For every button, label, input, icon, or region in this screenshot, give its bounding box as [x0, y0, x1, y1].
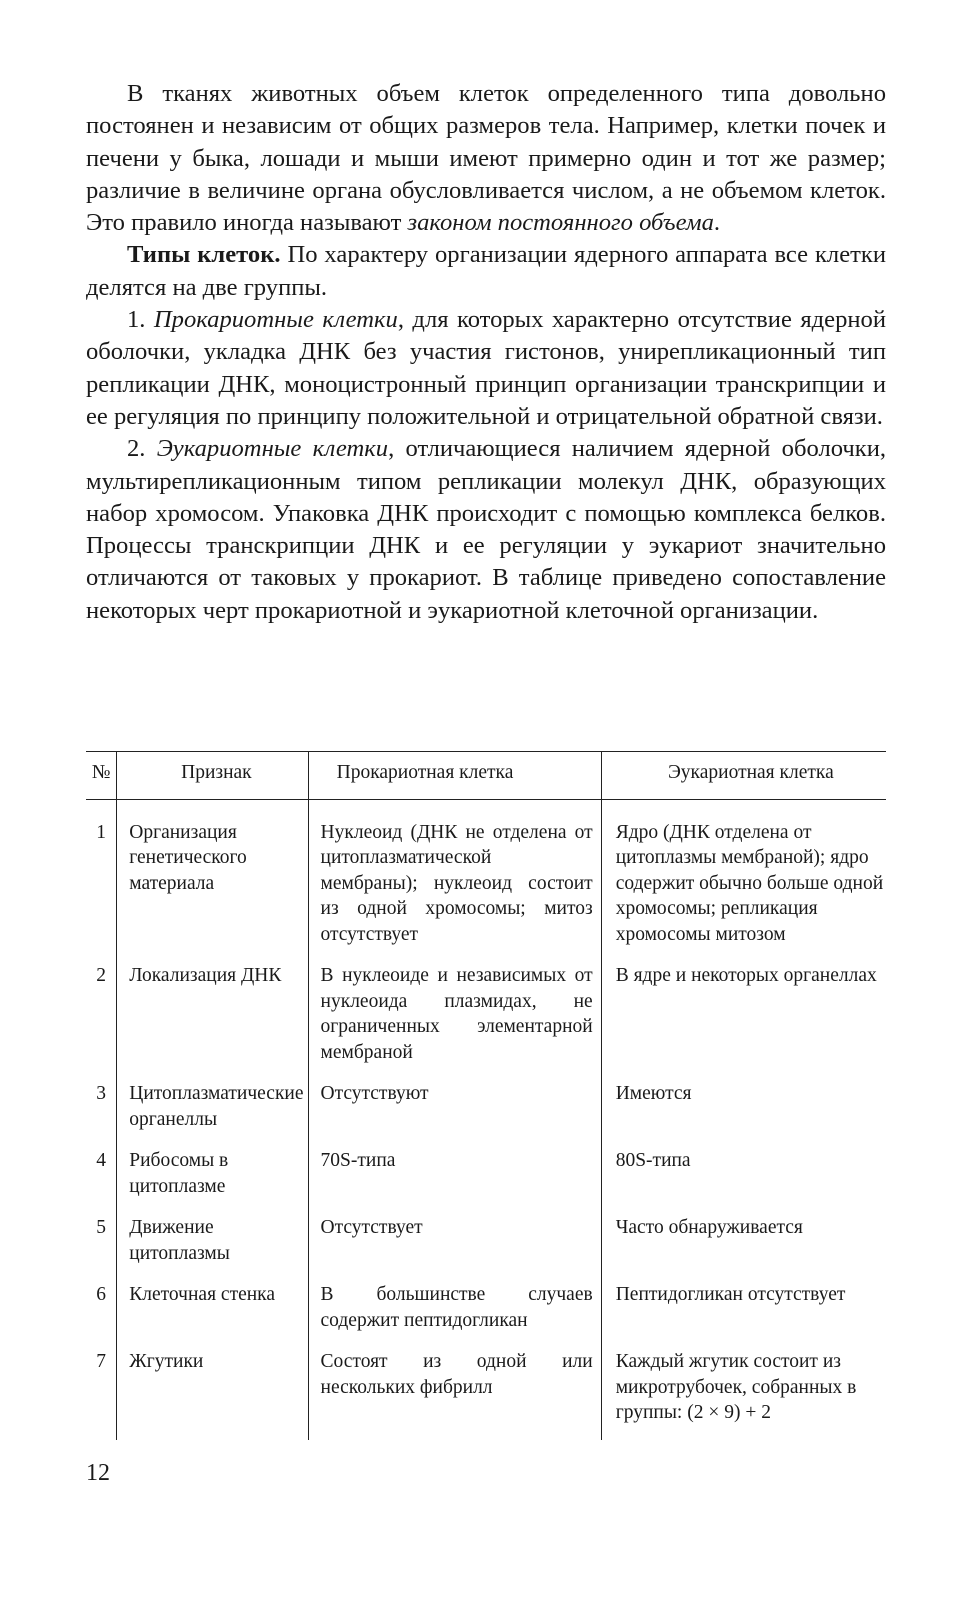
list-number: 1.: [127, 306, 154, 334]
table-row: [86, 953, 886, 1071]
row-prokaryote: В нуклеоиде и независимых от нуклеоида плазмидах, не ограниченных элементарной мембраной: [308, 953, 601, 1071]
row-feature: Цитоплазматические органеллы: [117, 1071, 308, 1138]
paragraph-term: законом постоянного объема: [407, 209, 714, 237]
header-prokaryote-text: Прокариотная клетка: [336, 762, 514, 783]
paragraph-text: В тканях животных объем клеток определенного типа довольно постоянен и независим от общих размеров тела. Например, клетки почек и печени у быка, лошади и мыши имеют примерно один и тот же размер; различие в величине органа обусловливается числом, а не объемом клеток. Это правило иногда называют: [86, 80, 886, 237]
row-feature: Локализация ДНК: [117, 953, 308, 1071]
row-prokaryote: Отсутствует: [308, 1205, 601, 1272]
row-feature: Жгутики: [117, 1339, 308, 1440]
row-prokaryote: В большинстве случаев содержит пептидогликан: [308, 1272, 601, 1339]
row-prokaryote: 70S-типа: [308, 1138, 601, 1205]
row-eukaryote: 80S-типа: [615, 1150, 691, 1171]
row-eukaryote: Имеются: [615, 1083, 692, 1104]
paragraph-term: Эукариотные клетки: [156, 435, 389, 463]
table-row: [86, 1339, 886, 1440]
comparison-table-wrapper: [86, 751, 886, 1440]
table-row: [86, 1138, 886, 1205]
comparison-table: [86, 751, 886, 1440]
table-row: [86, 1205, 886, 1272]
paragraph-text: , для которых характерно отсутствие ядерной оболочки, укладка ДНК без участия гистонов, унирепликационный тип репликации ДНК, моноцистронный принцип организации транскрипции и ее регуляция по принципу положительной и отрицательной обратной связи.: [86, 306, 886, 430]
table-body: [86, 799, 886, 1440]
paragraph-text: По характеру организации ядерного аппарата все клетки делятся на две группы.: [86, 241, 886, 301]
table-row: [86, 1272, 886, 1339]
table-row: [86, 799, 886, 953]
paragraph-text-end: .: [713, 209, 721, 237]
header-eukaryote-text: Эукариотная клетка: [667, 762, 834, 783]
row-number: 5: [86, 1205, 117, 1272]
row-eukaryote: Часто обнаруживается: [615, 1217, 803, 1238]
body-text: [86, 78, 886, 627]
paragraph-text: , отличающиеся наличием ядерной оболочки, мультирепликационным типом репликации молекул ДНК, образующих набор хромосом. Упаковка ДНК происходит с помощью комплекса белков. Процессы транскрипции ДНК и ее регуляции у эукариот значительно отличаются от таковых у прокариот. В таблице приведено сопоставление некоторых черт прокариотной и эукариотной клеточной организации.: [86, 435, 886, 624]
table-row: [86, 1071, 886, 1138]
row-eukaryote: Ядро (ДНК отделена от цитоплазмы мембраной); ядро содержит обычно больше одной хромосомы; репликация хромосомы митозом: [615, 821, 884, 945]
paragraph-prokaryotes: [86, 304, 886, 433]
page-number: 12: [86, 1460, 110, 1486]
row-number: 2: [86, 953, 117, 1071]
list-number: 2.: [127, 435, 157, 463]
paragraph-cell-volume: [86, 78, 886, 239]
row-prokaryote: Состоят из одной или нескольких фибрилл: [308, 1339, 601, 1440]
header-feature: Признак: [117, 752, 308, 800]
row-feature: Движение цитоплазмы: [117, 1205, 308, 1272]
row-feature: Организация генетического материала: [117, 799, 308, 953]
row-number: 7: [86, 1339, 117, 1440]
section-heading: Типы клеток.: [127, 241, 281, 269]
paragraph-cell-types: [86, 239, 886, 304]
row-number: 6: [86, 1272, 117, 1339]
row-number: 4: [86, 1138, 117, 1205]
row-feature: Клеточная стенка: [117, 1272, 308, 1339]
paragraph-eukaryotes: [86, 433, 886, 627]
header-eukaryote: [601, 752, 886, 800]
paragraph-term: Прокариотные клетки: [153, 306, 398, 334]
row-eukaryote: В ядре и некоторых органеллах: [615, 965, 877, 986]
row-feature: Рибосомы в цитоплазме: [117, 1138, 308, 1205]
row-prokaryote: Нуклеоид (ДНК не отделена от цитоплазматической мембраны); нуклеоид состоит из одной хромосомы; митоз отсутствует: [308, 799, 601, 953]
table-header-row: [86, 752, 886, 800]
header-number: №: [86, 752, 117, 800]
row-prokaryote: Отсутствуют: [308, 1071, 601, 1138]
row-eukaryote: Каждый жгутик состоит из микротрубочек, собранных в группы: (2 × 9) + 2: [615, 1351, 857, 1423]
row-number: 3: [86, 1071, 117, 1138]
header-prokaryote: [308, 752, 601, 800]
row-number: 1: [86, 799, 117, 953]
row-eukaryote: Пептидогликан отсутствует: [615, 1284, 846, 1305]
